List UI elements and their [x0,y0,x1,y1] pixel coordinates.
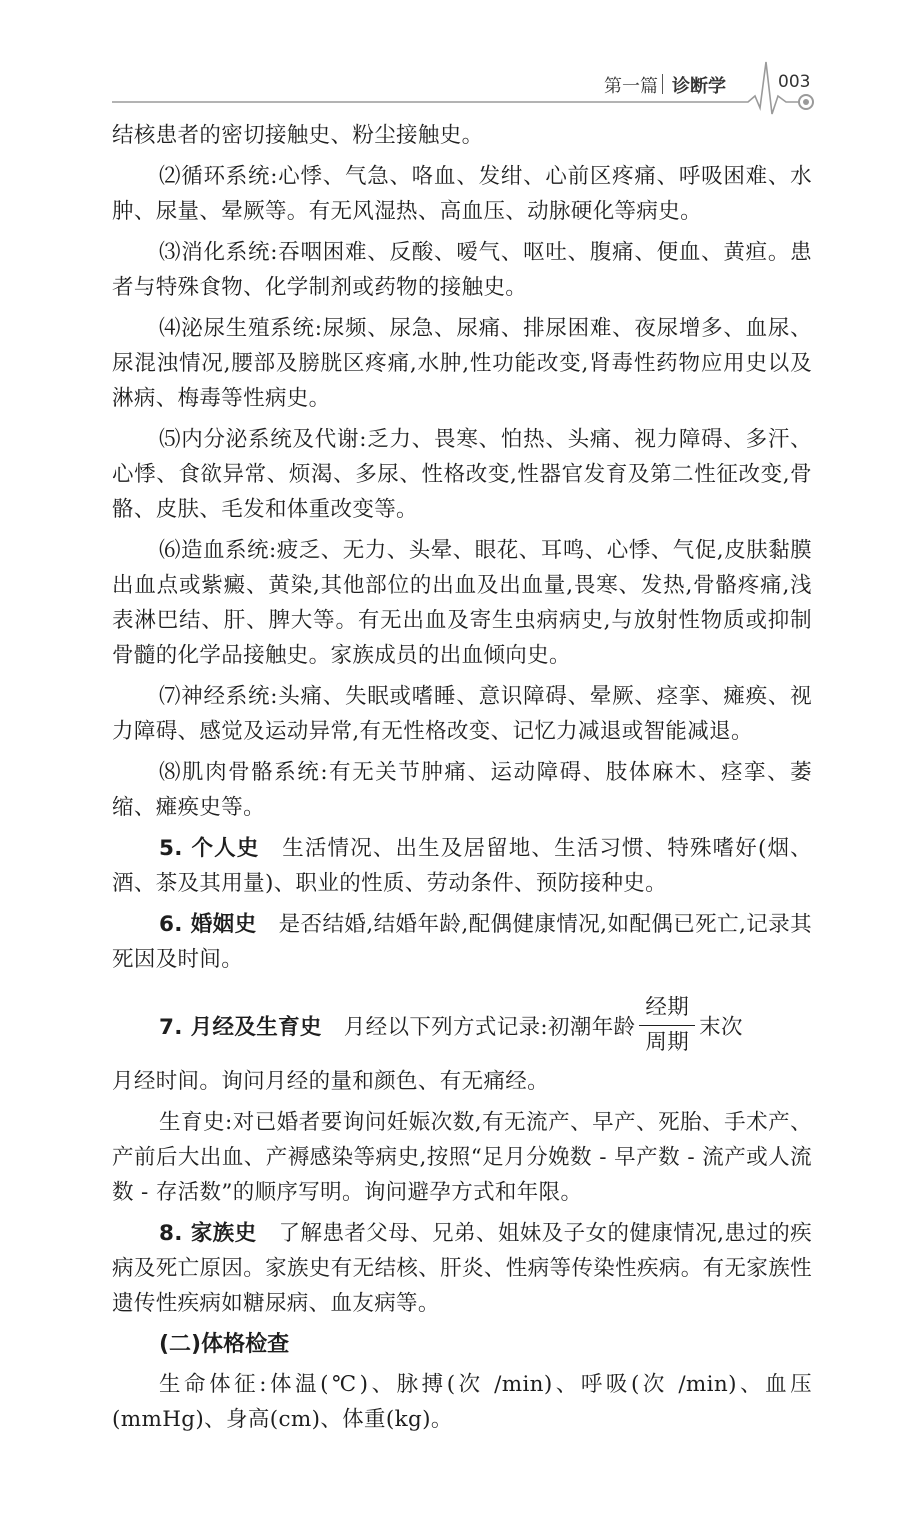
paragraph-marital-history [112,907,812,977]
header-pulse-line-icon [0,0,900,120]
page-body [112,118,812,1443]
menstrual-history-lead: 月经以下列方式记录:初潮年龄 [343,1015,636,1040]
paragraph-hematopoietic: ⑹造血系统:疲乏、无力、头晕、眼花、耳鸣、心悸、气促,皮肤黏膜出血点或紫癜、黄染,其他部位的出血及出血量,畏寒、发热,骨骼疼痛,浅表淋巴结、肝、脾大等。有无出血及寄生虫病病史,与放射性物质或抑制骨髓的化学品接触史。家族成员的出血倾向史。 [112,538,812,668]
paragraph-family-history [112,1216,812,1321]
header-chapter: 诊断学 [672,76,726,97]
paragraph-vital-signs: 生命体征:体温(℃)、脉搏(次 /min)、呼吸(次 /min)、血压(mmHg)、身高(cm)、体重(kg)。 [112,1372,812,1432]
paragraph-endocrine: ⑸内分泌系统及代谢:乏力、畏寒、怕热、头痛、视力障碍、多汗、心悸、食欲异常、烦渴、多尿、性格改变,性器官发育及第二性征改变,骨骼、皮肤、毛发和体重改变等。 [112,427,812,522]
family-history-heading: 8. 家族史 [159,1221,257,1246]
paragraph-reproductive-history: 生育史:对已婚者要询问妊娠次数,有无流产、早产、死胎、手术产、产前后大出血、产褥感染等病史,按照“足月分娩数 - 早产数 - 流产或人流数 - 存活数”的顺序写明。询问避孕方式和年限。 [112,1110,812,1205]
menstrual-history-continuation: 月经时间。询问月经的量和颜色、有无痛经。 [112,1069,550,1094]
menstrual-fraction [639,993,695,1058]
paragraph-musculoskeletal: ⑻肌肉骨骼系统:有无关节肿痛、运动障碍、肢体麻木、痉挛、萎缩、瘫痪史等。 [112,760,812,820]
menstrual-history-heading: 7. 月经及生育史 [159,1015,322,1040]
fraction-denominator: 周期 [645,1030,690,1055]
paragraph-urogenital: ⑷泌尿生殖系统:尿频、尿急、尿痛、排尿困难、夜尿增多、血尿、尿混浊情况,腰部及膀胱区疼痛,水肿,性功能改变,肾毒性药物应用史以及淋病、梅毒等性病史。 [112,316,812,411]
paragraph-digestive: ⑶消化系统:吞咽困难、反酸、嗳气、呕吐、腹痛、便血、黄疸。患者与特殊食物、化学制剂或药物的接触史。 [112,240,812,300]
marital-history-text: 是否结婚,结婚年龄,配偶健康情况,如配偶已死亡,记录其死因及时间。 [112,912,812,972]
paragraph-menstrual-history [112,993,812,1058]
personal-history-heading: 5. 个人史 [159,836,260,861]
personal-history-text: 生活情况、出生及居留地、生活习惯、特殊嗜好(烟、酒、茶及其用量)、职业的性质、劳动条件、预防接种史。 [112,836,812,896]
header-part: 第一篇 [604,76,658,97]
page-header [0,0,900,120]
section-heading-physical-exam: (二)体格检查 [159,1332,290,1357]
fraction-numerator: 经期 [639,993,695,1026]
paragraph-personal-history [112,831,812,901]
marital-history-heading: 6. 婚姻史 [159,912,257,937]
paragraph-circulatory: ⑵循环系统:心悸、气急、咯血、发绀、心前区疼痛、呼吸困难、水肿、尿量、晕厥等。有无风湿热、高血压、动脉硬化等病史。 [112,164,812,224]
family-history-text: 了解患者父母、兄弟、姐妹及子女的健康情况,患过的疾病及死亡原因。家族史有无结核、肝炎、性病等传染性疾病。有无家族性遗传性疾病如糖尿病、血友病等。 [112,1221,812,1316]
paragraph-nervous: ⑺神经系统:头痛、失眠或嗜睡、意识障碍、晕厥、痉挛、瘫痪、视力障碍、感觉及运动异常,有无性格改变、记忆力减退或智能减退。 [112,684,812,744]
page-number: 003 [778,72,811,92]
paragraph-continuation: 结核患者的密切接触史、粉尘接触史。 [112,123,484,148]
menstrual-history-tail: 末次 [699,1015,743,1040]
